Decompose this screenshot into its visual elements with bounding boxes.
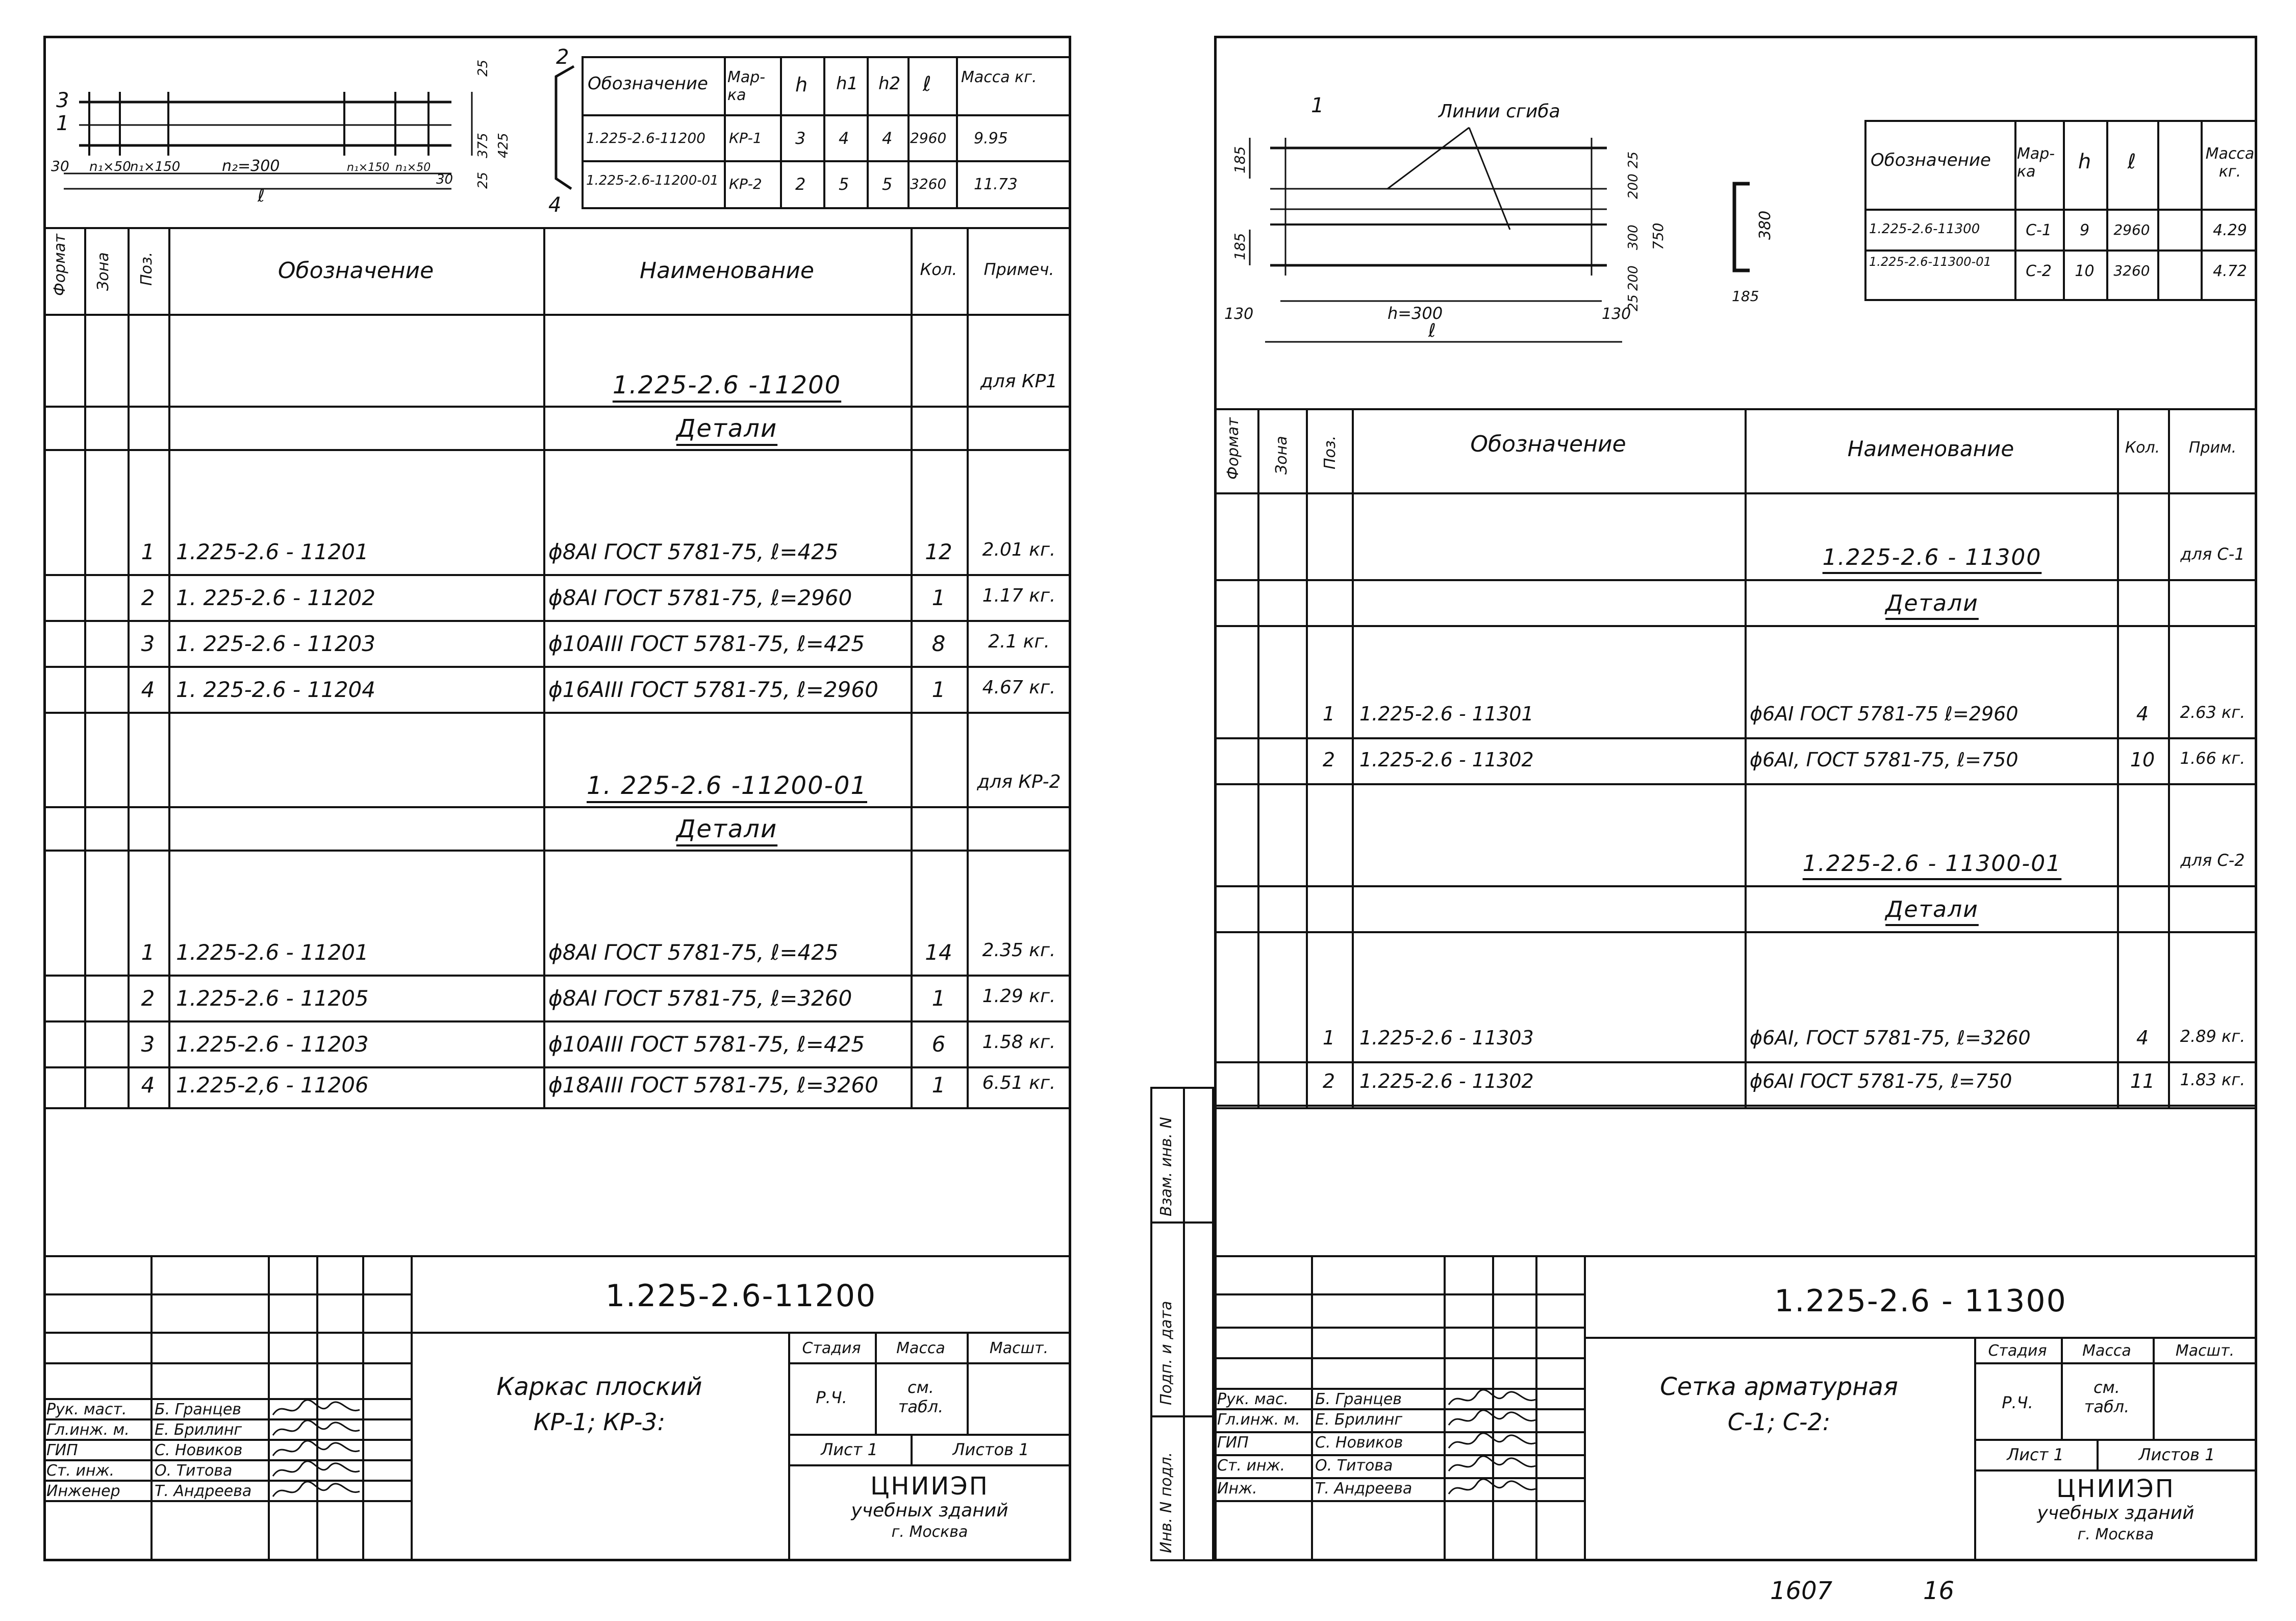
left-city: г. Москва: [891, 1523, 968, 1541]
right-mesh-sketch: [1214, 36, 1847, 403]
signature-scribble: [270, 1400, 362, 1420]
sketch-dim-375: 375: [475, 133, 491, 158]
marks-h-h: h: [795, 73, 808, 96]
spec-cell-oboz: 1.225-2.6 - 11302: [1359, 749, 1534, 771]
spec-cell-prim: 2.63 кг.: [2180, 703, 2245, 722]
person-name: О. Титова: [1315, 1457, 1393, 1475]
right-sketch-l: ℓ: [1428, 320, 1436, 341]
person-role: Инж.: [1217, 1480, 1257, 1498]
spec-h-oboz: Обозначение: [277, 258, 434, 284]
rmarks-r2-h: 10: [2075, 262, 2095, 280]
marks-r2-h2: 5: [882, 174, 893, 194]
spec-cell-name: 1. 225-2.6 -11200-01: [587, 771, 867, 800]
left-mass: см. табл.: [898, 1378, 944, 1416]
spec-cell-prim: 1.83 кг.: [2180, 1070, 2245, 1089]
marks-h-marka: Мар-ка: [727, 68, 766, 104]
spec-cell-prim: 2.89 кг.: [2180, 1027, 2245, 1046]
right-org: ЦНИИЭП: [2056, 1475, 2175, 1503]
spec-cell-kol: 11: [2130, 1070, 2155, 1092]
spec-cell-name: Детали: [676, 815, 778, 843]
side-label-vzam: Взам. инв. N: [1157, 1117, 1175, 1216]
right-sketch-185-b: 185: [1231, 233, 1248, 260]
spec-cell-pos: 3: [141, 631, 155, 656]
sketch-dim-30-b: 30: [436, 172, 453, 187]
spec-cell-kol: 8: [931, 631, 946, 656]
right-doc-code: 1.225-2.6 - 11300: [1774, 1283, 2067, 1319]
marks-r1-h: 3: [795, 129, 806, 148]
spec-cell-pos: 2: [1322, 749, 1335, 771]
rspec-h-format: Формат: [1224, 417, 1242, 480]
sketch-dim-n1x150-b: n₁×150: [347, 161, 390, 174]
right-sketch-130-a: 130: [1224, 305, 1254, 323]
marks-h-oboz: Обозначение: [588, 73, 708, 94]
signature-scribble: [1446, 1389, 1538, 1410]
rmarks-r1-h: 9: [2079, 221, 2090, 239]
right-stage-header: Стадия: [1988, 1342, 2047, 1360]
right-sketch-fold: Линии сгиба: [1439, 101, 1560, 122]
rmarks-r1-marka: С-1: [2026, 221, 2052, 239]
spec-cell-name: ϕ18АIII ГОСТ 5781-75, ℓ=3260: [548, 1073, 878, 1098]
spec-cell-prim: 6.51 кг.: [982, 1073, 1056, 1093]
spec-cell-pos: 1: [1322, 1027, 1335, 1049]
right-sheet-no: Лист 1: [2007, 1445, 2064, 1464]
sketch-label-2: 2: [556, 45, 569, 69]
spec-cell-name: Детали: [676, 414, 778, 443]
spec-cell-name: ϕ6АI ГОСТ 5781-75 ℓ=2960: [1750, 703, 2019, 725]
spec-cell-kol: 14: [925, 940, 952, 965]
spec-cell-pos: 1: [141, 539, 155, 564]
left-sheet-no: Лист 1: [821, 1440, 878, 1459]
spec-cell-name: ϕ8АI ГОСТ 5781-75, ℓ=3260: [548, 986, 852, 1011]
spec-cell-oboz: 1.225-2,6 - 11206: [176, 1073, 369, 1098]
right-city: г. Москва: [2077, 1526, 2154, 1543]
marks-h-mass: Масса кг.: [961, 68, 1037, 86]
rmarks-h-h: h: [2078, 150, 2091, 173]
marks-r2-mass: 11.73: [974, 176, 1018, 193]
spec-cell-oboz: 1.225-2.6 - 11203: [176, 1032, 369, 1057]
spec-cell-prim: 2.1 кг.: [988, 631, 1050, 652]
rspec-h-pos: Поз.: [1321, 435, 1339, 469]
signature-scribble: [270, 1420, 362, 1440]
marks-r1-oboz: 1.225-2.6-11200: [586, 130, 705, 146]
right-sketch-380: 380: [1756, 210, 1774, 240]
left-spec-table: [43, 227, 1071, 1107]
spec-cell-oboz: 1.225-2.6 - 11301: [1359, 703, 1534, 725]
right-sketch-h: h=300: [1387, 304, 1443, 323]
right-sketch-130-b: 130: [1602, 305, 1631, 323]
sketch-dim-n1x50: n₁×50: [89, 159, 131, 174]
spec-cell-pos: 2: [141, 986, 155, 1011]
spec-cell-oboz: 1.225-2.6 - 11201: [176, 940, 369, 965]
left-mass-header: Масса: [896, 1339, 945, 1357]
spec-cell-pos: 4: [141, 677, 155, 702]
spec-cell-pos: 2: [141, 585, 155, 610]
spec-h-name: Наименование: [640, 258, 814, 284]
sketch-dim-25-b: 25: [475, 171, 491, 189]
marks-h-l: ℓ: [923, 72, 931, 96]
footer-note: 1607: [1770, 1577, 1833, 1605]
spec-cell-name: 1.225-2.6 -11200: [612, 371, 842, 400]
spec-cell-oboz: 1.225-2.6 - 11205: [176, 986, 369, 1011]
spec-cell-kol: 4: [2136, 1027, 2149, 1049]
person-role: Рук. маст.: [46, 1401, 127, 1418]
rmarks-h-marka: Мар-ка: [2017, 145, 2055, 181]
right-scale-header: Масшт.: [2175, 1342, 2235, 1360]
spec-cell-name: ϕ8АI ГОСТ 5781-75, ℓ=425: [548, 539, 839, 564]
person-role: Ст. инж.: [46, 1462, 115, 1480]
left-scale-header: Масшт.: [989, 1339, 1049, 1357]
spec-cell-kol: 12: [925, 539, 952, 564]
marks-r1-h1: 4: [839, 129, 849, 148]
right-org2: учебных зданий: [2037, 1503, 2194, 1524]
person-name: Б. Гранцев: [155, 1401, 241, 1418]
signature-scribble: [1446, 1479, 1538, 1499]
spec-h-zone: Зона: [94, 252, 112, 291]
marks-h-h1: h1: [836, 73, 859, 94]
person-role: Гл.инж. м.: [46, 1421, 130, 1439]
spec-cell-prim: для КР-2: [977, 771, 1061, 792]
right-stage: Р.Ч.: [2002, 1393, 2033, 1412]
spec-cell-name: ϕ16АIII ГОСТ 5781-75, ℓ=2960: [548, 677, 878, 702]
marks-r2-oboz: 1.225-2.6-11200-01: [586, 173, 719, 188]
marks-h-h2: h2: [878, 73, 901, 94]
rmarks-r1-mass: 4.29: [2213, 221, 2247, 239]
person-role: ГИП: [1217, 1434, 1249, 1452]
left-sheets-count: Листов 1: [952, 1440, 1029, 1459]
right-sketch-200-b: 200: [1626, 265, 1641, 291]
person-role: Ст. инж.: [1217, 1457, 1285, 1475]
rmarks-h-oboz: Обозначение: [1871, 150, 1991, 170]
spec-cell-kol: 10: [2130, 749, 2155, 771]
spec-cell-name: ϕ6АI ГОСТ 5781-75, ℓ=750: [1750, 1070, 2012, 1092]
spec-cell-kol: 1: [931, 677, 946, 702]
spec-cell-name: ϕ10АIII ГОСТ 5781-75, ℓ=425: [548, 1032, 865, 1057]
spec-cell-pos: 4: [141, 1073, 155, 1098]
sketch-dim-n2: n₂=300: [222, 157, 280, 175]
page-number: 16: [1923, 1577, 1955, 1605]
person-name: Т. Андреева: [155, 1482, 252, 1500]
rspec-h-kol: Кол.: [2125, 439, 2160, 457]
spec-cell-prim: 2.01 кг.: [982, 539, 1056, 560]
right-sketch-200-a: 200: [1626, 173, 1641, 199]
spec-cell-kol: 1: [931, 986, 946, 1011]
right-side-strip: [1150, 1087, 1214, 1561]
right-spec-table: [1214, 408, 2257, 1107]
sketch-dim-n1x50-b: n₁×50: [395, 161, 431, 174]
left-doc-subtitle: КР-1; КР-3:: [533, 1408, 666, 1436]
left-title-block: [43, 1255, 1071, 1561]
right-sketch-25-a: 25: [1626, 151, 1641, 168]
person-name: Б. Гранцев: [1315, 1390, 1402, 1408]
left-doc-code: 1.225-2.6-11200: [605, 1278, 877, 1314]
spec-cell-kol: 1: [931, 585, 946, 610]
spec-cell-kol: 4: [2136, 703, 2149, 725]
rmarks-r1-oboz: 1.225-2.6-11300: [1869, 221, 1980, 237]
spec-cell-name: 1.225-2.6 - 11300: [1822, 544, 2042, 570]
rmarks-r2-l: 3260: [2113, 262, 2150, 279]
spec-cell-name: Детали: [1885, 896, 1979, 922]
spec-cell-prim: 1.29 кг.: [982, 986, 1056, 1007]
person-role: Гл.инж. м.: [1217, 1411, 1300, 1429]
spec-cell-prim: 2.35 кг.: [982, 940, 1056, 961]
rmarks-r2-mass: 4.72: [2213, 262, 2247, 280]
left-stage: Р.Ч.: [816, 1388, 847, 1407]
signature-scribble: [1446, 1456, 1538, 1476]
spec-h-format: Формат: [51, 234, 69, 296]
person-name: С. Новиков: [1315, 1434, 1403, 1452]
spec-cell-oboz: 1.225-2.6 - 11302: [1359, 1070, 1534, 1092]
person-name: Е. Брилинг: [155, 1421, 242, 1439]
person-role: ГИП: [46, 1441, 78, 1459]
right-marks-table: [1864, 120, 2257, 301]
spec-cell-prim: для КР1: [980, 371, 1058, 392]
sketch-label-4: 4: [548, 193, 562, 217]
sketch-dim-n1x150: n₁×150: [130, 159, 181, 174]
right-doc-title: Сетка арматурная: [1660, 1373, 1898, 1401]
right-sketch-185-a: 185: [1231, 146, 1248, 173]
signature-scribble: [1446, 1410, 1538, 1430]
rspec-h-name: Наименование: [1847, 436, 2014, 461]
person-role: Рук. мас.: [1217, 1390, 1289, 1408]
right-title-block: [1214, 1255, 2257, 1561]
spec-cell-pos: 2: [1322, 1070, 1335, 1092]
spec-cell-pos: 1: [141, 940, 155, 965]
right-mass: см. табл.: [2084, 1378, 2130, 1416]
spec-h-prim: Примеч.: [983, 260, 1054, 279]
signature-scribble: [1446, 1433, 1538, 1453]
marks-r2-h: 2: [795, 174, 806, 194]
spec-cell-prim: 1.58 кг.: [982, 1032, 1056, 1053]
side-label-podp: Подп. и дата: [1157, 1301, 1175, 1405]
sketch-dim-25: 25: [475, 59, 491, 77]
right-sketch-label-1: 1: [1311, 94, 1324, 117]
left-frame-sketch: [43, 36, 584, 230]
spec-cell-name: Детали: [1885, 590, 1979, 616]
spec-cell-prim: 1.17 кг.: [982, 585, 1056, 606]
spec-h-pos: Поз.: [138, 252, 156, 286]
right-mass-header: Масса: [2082, 1342, 2131, 1360]
side-label-inv: Инв. N подл.: [1157, 1452, 1175, 1553]
signature-scribble: [270, 1461, 362, 1481]
marks-r2-marka: КР-2: [729, 176, 762, 192]
spec-cell-name: 1.225-2.6 - 11300-01: [1802, 851, 2062, 877]
spec-cell-oboz: 1.225-2.6 - 11201: [176, 539, 369, 564]
spec-cell-oboz: 1. 225-2.6 - 11203: [176, 631, 376, 656]
rmarks-r1-l: 2960: [2113, 221, 2150, 238]
rmarks-h-mass: Масса кг.: [2205, 145, 2255, 181]
rspec-h-prim: Прим.: [2188, 439, 2237, 457]
spec-cell-prim: 4.67 кг.: [982, 677, 1056, 698]
sketch-dim-l: ℓ: [258, 186, 265, 206]
marks-r1-h2: 4: [882, 129, 893, 148]
spec-cell-pos: 1: [1322, 703, 1335, 725]
rmarks-r2-oboz: 1.225-2.6-11300-01: [1869, 255, 1991, 269]
person-name: О. Титова: [155, 1462, 233, 1480]
rmarks-h-l: ℓ: [2127, 150, 2136, 173]
marks-r2-h1: 5: [839, 174, 849, 194]
marks-r1-mass: 9.95: [974, 130, 1008, 147]
left-doc-title: Каркас плоский: [496, 1373, 702, 1401]
rspec-h-zone: Зона: [1273, 436, 1291, 475]
sketch-label-3: 3: [56, 89, 69, 112]
spec-h-kol: Кол.: [920, 260, 957, 279]
person-role: Инженер: [46, 1482, 120, 1500]
spec-cell-prim: для С-2: [2180, 851, 2245, 870]
right-sketch-300: 300: [1626, 225, 1641, 250]
spec-cell-name: ϕ8АI ГОСТ 5781-75, ℓ=425: [548, 940, 839, 965]
left-marks-table: [582, 56, 1071, 209]
spec-cell-oboz: 1.225-2.6 - 11303: [1359, 1027, 1534, 1049]
spec-cell-prim: 1.66 кг.: [2180, 749, 2245, 768]
right-sketch-750: 750: [1650, 222, 1667, 250]
right-doc-subtitle: С-1; С-2:: [1727, 1408, 1831, 1436]
right-sheets-count: Листов 1: [2138, 1445, 2215, 1464]
signature-scribble: [270, 1440, 362, 1461]
person-name: С. Новиков: [155, 1441, 243, 1459]
right-sketch-185-c: 185: [1732, 288, 1759, 305]
spec-cell-name: ϕ6АI, ГОСТ 5781-75, ℓ=750: [1750, 749, 2019, 771]
rmarks-r2-marka: С-2: [2026, 262, 2052, 280]
spec-cell-name: ϕ10АIII ГОСТ 5781-75, ℓ=425: [548, 631, 865, 656]
left-org2: учебных зданий: [851, 1500, 1008, 1521]
sketch-label-1: 1: [56, 112, 69, 135]
person-name: Т. Андреева: [1315, 1480, 1412, 1498]
sketch-dim-30: 30: [51, 158, 69, 174]
spec-cell-kol: 1: [931, 1073, 946, 1098]
spec-cell-name: ϕ8АI ГОСТ 5781-75, ℓ=2960: [548, 585, 852, 610]
marks-r1-l: 2960: [910, 130, 947, 146]
spec-cell-name: ϕ6АI, ГОСТ 5781-75, ℓ=3260: [1750, 1027, 2031, 1049]
spec-cell-pos: 3: [141, 1032, 155, 1057]
sketch-dim-425: 425: [496, 133, 511, 158]
left-stage-header: Стадия: [802, 1339, 861, 1357]
marks-r1-marka: КР-1: [729, 130, 762, 146]
spec-cell-kol: 6: [931, 1032, 946, 1057]
spec-cell-oboz: 1. 225-2.6 - 11204: [176, 677, 376, 702]
spec-cell-prim: для С-1: [2180, 544, 2245, 564]
marks-r2-l: 3260: [910, 176, 947, 192]
person-name: Е. Брилинг: [1315, 1411, 1403, 1429]
left-org: ЦНИИЭП: [870, 1472, 989, 1501]
right-sketch-25-b: 25: [1626, 294, 1641, 311]
spec-cell-oboz: 1. 225-2.6 - 11202: [176, 585, 376, 610]
rspec-h-oboz: Обозначение: [1470, 431, 1626, 457]
signature-scribble: [270, 1481, 362, 1502]
